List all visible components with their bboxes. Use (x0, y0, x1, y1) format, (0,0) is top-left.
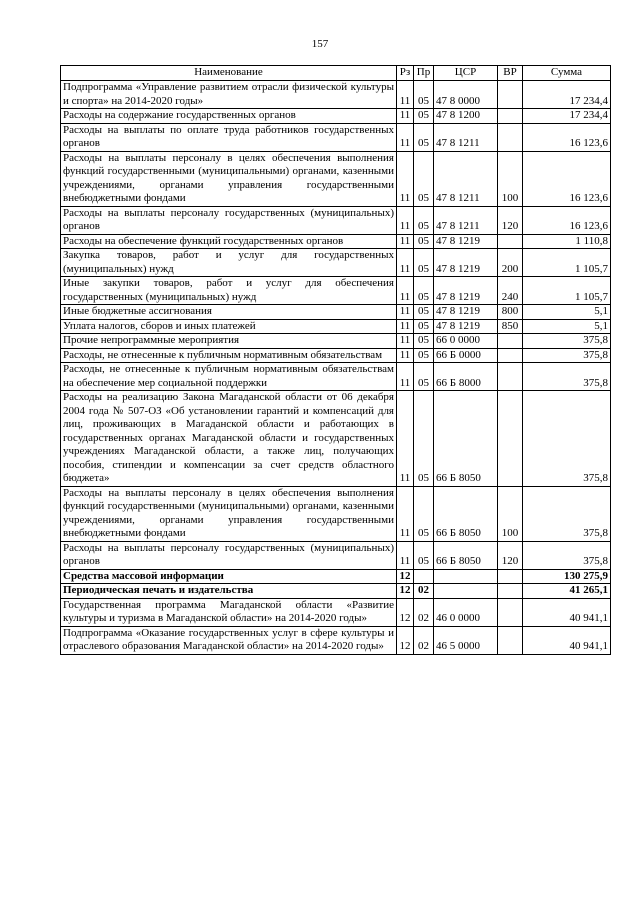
cell-csr (434, 569, 498, 584)
cell-csr: 66 Б 8050 (434, 391, 498, 487)
cell-sum: 40 941,1 (523, 598, 611, 626)
header-vr: ВР (498, 66, 523, 81)
cell-pr: 05 (414, 206, 434, 234)
cell-rz: 11 (397, 109, 414, 124)
cell-pr: 05 (414, 123, 434, 151)
cell-pr: 05 (414, 486, 434, 541)
cell-pr: 05 (414, 348, 434, 363)
cell-csr: 46 0 0000 (434, 598, 498, 626)
cell-sum: 1 110,8 (523, 234, 611, 249)
table-row (61, 348, 611, 363)
cell-pr: 05 (414, 249, 434, 277)
cell-pr: 05 (414, 319, 434, 334)
cell-sum: 1 105,7 (523, 277, 611, 305)
table-body (61, 81, 611, 655)
header-csr: ЦСР (434, 66, 498, 81)
cell-pr: 02 (414, 626, 434, 654)
table-row (61, 391, 611, 487)
cell-rz: 11 (397, 151, 414, 206)
cell-rz: 11 (397, 334, 414, 349)
table-row (61, 541, 611, 569)
cell-rz: 11 (397, 319, 414, 334)
cell-rz: 12 (397, 626, 414, 654)
cell-vr (498, 584, 523, 599)
cell-vr: 120 (498, 206, 523, 234)
cell-rz: 11 (397, 123, 414, 151)
cell-csr (434, 584, 498, 599)
table-row (61, 569, 611, 584)
cell-csr: 47 8 1200 (434, 109, 498, 124)
cell-name: Иные закупки товаров, работ и услуг для обеспечения государственных (муниципальных) нужд (61, 277, 397, 305)
table-row (61, 626, 611, 654)
cell-pr: 05 (414, 305, 434, 320)
cell-vr: 200 (498, 249, 523, 277)
cell-pr: 05 (414, 234, 434, 249)
cell-sum: 17 234,4 (523, 109, 611, 124)
cell-csr: 66 Б 0000 (434, 348, 498, 363)
cell-rz: 11 (397, 541, 414, 569)
table-row (61, 151, 611, 206)
table-row (61, 363, 611, 391)
table-row (61, 234, 611, 249)
cell-name: Расходы на выплаты персоналу государственных (муниципальных) органов (61, 206, 397, 234)
cell-rz: 11 (397, 234, 414, 249)
cell-csr: 47 8 0000 (434, 81, 498, 109)
cell-csr: 47 8 1219 (434, 305, 498, 320)
cell-csr: 47 8 1219 (434, 319, 498, 334)
cell-vr (498, 334, 523, 349)
cell-vr: 850 (498, 319, 523, 334)
header-rz: Рз (397, 66, 414, 81)
cell-vr (498, 626, 523, 654)
cell-pr: 02 (414, 598, 434, 626)
cell-csr: 66 Б 8050 (434, 541, 498, 569)
cell-vr: 800 (498, 305, 523, 320)
table-row (61, 598, 611, 626)
cell-vr: 120 (498, 541, 523, 569)
cell-rz: 11 (397, 249, 414, 277)
cell-csr: 66 Б 8000 (434, 363, 498, 391)
cell-sum: 17 234,4 (523, 81, 611, 109)
cell-name: Иные бюджетные ассигнования (61, 305, 397, 320)
table-row (61, 319, 611, 334)
table-row (61, 109, 611, 124)
table-row (61, 123, 611, 151)
cell-sum: 375,8 (523, 391, 611, 487)
cell-rz: 12 (397, 569, 414, 584)
cell-vr (498, 391, 523, 487)
cell-pr: 05 (414, 81, 434, 109)
cell-name: Подпрограмма «Оказание государственных услуг в сфере культуры и отраслевого образования Магаданской области» на 2014-2020 годы» (61, 626, 397, 654)
cell-rz: 12 (397, 584, 414, 599)
cell-rz: 11 (397, 348, 414, 363)
cell-vr (498, 234, 523, 249)
cell-name: Расходы на выплаты персоналу в целях обеспечения выполнения функций государственными (муниципальными) органами, казенными учреждениями, органами управления государственными внебюджетными фондами (61, 486, 397, 541)
cell-sum: 1 105,7 (523, 249, 611, 277)
cell-rz: 11 (397, 363, 414, 391)
cell-vr (498, 363, 523, 391)
cell-name: Средства массовой информации (61, 569, 397, 584)
cell-vr (498, 569, 523, 584)
cell-name: Прочие непрограммные мероприятия (61, 334, 397, 349)
cell-vr: 240 (498, 277, 523, 305)
cell-pr: 05 (414, 541, 434, 569)
cell-csr: 46 5 0000 (434, 626, 498, 654)
cell-vr (498, 81, 523, 109)
cell-sum: 375,8 (523, 486, 611, 541)
cell-vr (498, 348, 523, 363)
table-row (61, 277, 611, 305)
cell-name: Расходы на выплаты персоналу государственных (муниципальных) органов (61, 541, 397, 569)
table-row (61, 486, 611, 541)
cell-sum: 375,8 (523, 363, 611, 391)
cell-name: Расходы, не отнесенные к публичным нормативным обязательствам на обеспечение мер социальной поддержки (61, 363, 397, 391)
cell-rz: 11 (397, 81, 414, 109)
cell-vr (498, 598, 523, 626)
cell-name: Расходы, не отнесенные к публичным нормативным обязательствам (61, 348, 397, 363)
table-row (61, 334, 611, 349)
cell-rz: 12 (397, 598, 414, 626)
cell-sum: 130 275,9 (523, 569, 611, 584)
cell-csr: 47 8 1219 (434, 277, 498, 305)
cell-sum: 375,8 (523, 334, 611, 349)
cell-csr: 47 8 1211 (434, 123, 498, 151)
table-header-row (61, 66, 611, 81)
page-number: 157 (311, 38, 329, 50)
cell-pr: 02 (414, 584, 434, 599)
cell-rz: 11 (397, 206, 414, 234)
cell-csr: 47 8 1211 (434, 206, 498, 234)
cell-csr: 66 Б 8050 (434, 486, 498, 541)
cell-vr (498, 123, 523, 151)
cell-vr: 100 (498, 486, 523, 541)
cell-sum: 16 123,6 (523, 206, 611, 234)
cell-csr: 47 8 1219 (434, 249, 498, 277)
cell-name: Расходы на выплаты персоналу в целях обеспечения выполнения функций государственными (муниципальными) органами, казенными учреждениями, органами управления государственными внебюджетными фондами (61, 151, 397, 206)
cell-vr: 100 (498, 151, 523, 206)
cell-name: Государственная программа Магаданской области «Развитие культуры и туризма в Магаданской области» на 2014-2020 годы» (61, 598, 397, 626)
table-row (61, 305, 611, 320)
cell-pr: 05 (414, 109, 434, 124)
cell-pr (414, 569, 434, 584)
cell-rz: 11 (397, 486, 414, 541)
cell-pr: 05 (414, 151, 434, 206)
cell-sum: 5,1 (523, 305, 611, 320)
table-row (61, 81, 611, 109)
cell-pr: 05 (414, 277, 434, 305)
cell-name: Расходы на содержание государственных органов (61, 109, 397, 124)
cell-pr: 05 (414, 391, 434, 487)
cell-name: Подпрограмма «Управление развитием отрасли физической культуры и спорта» на 2014-2020 годы» (61, 81, 397, 109)
cell-csr: 47 8 1219 (434, 234, 498, 249)
table-row (61, 584, 611, 599)
cell-vr (498, 109, 523, 124)
cell-csr: 47 8 1211 (434, 151, 498, 206)
table-row (61, 206, 611, 234)
table-row (61, 249, 611, 277)
cell-name: Уплата налогов, сборов и иных платежей (61, 319, 397, 334)
cell-sum: 40 941,1 (523, 626, 611, 654)
cell-sum: 16 123,6 (523, 123, 611, 151)
cell-sum: 41 265,1 (523, 584, 611, 599)
cell-sum: 375,8 (523, 541, 611, 569)
cell-name: Расходы на реализацию Закона Магаданской области от 06 декабря 2004 года № 507-ОЗ «Об установлении гарантий и компенсаций для лиц, проживающих в Магаданской области и работающих в государственных органах Магаданской области и государственных учреждениях Магаданской области, а также лиц, получающих пособия, стипендии и компенсации за счет средств областного бюджета» (61, 391, 397, 487)
cell-rz: 11 (397, 391, 414, 487)
cell-pr: 05 (414, 363, 434, 391)
cell-sum: 16 123,6 (523, 151, 611, 206)
cell-name: Расходы на выплаты по оплате труда работников государственных органов (61, 123, 397, 151)
cell-csr: 66 0 0000 (434, 334, 498, 349)
cell-rz: 11 (397, 277, 414, 305)
cell-name: Периодическая печать и издательства (61, 584, 397, 599)
header-sum: Сумма (523, 66, 611, 81)
header-name: Наименование (61, 66, 397, 81)
cell-pr: 05 (414, 334, 434, 349)
cell-name: Расходы на обеспечение функций государственных органов (61, 234, 397, 249)
cell-name: Закупка товаров, работ и услуг для государственных (муниципальных) нужд (61, 249, 397, 277)
cell-rz: 11 (397, 305, 414, 320)
budget-table (60, 65, 611, 655)
cell-sum: 5,1 (523, 319, 611, 334)
header-pr: Пр (414, 66, 434, 81)
cell-sum: 375,8 (523, 348, 611, 363)
